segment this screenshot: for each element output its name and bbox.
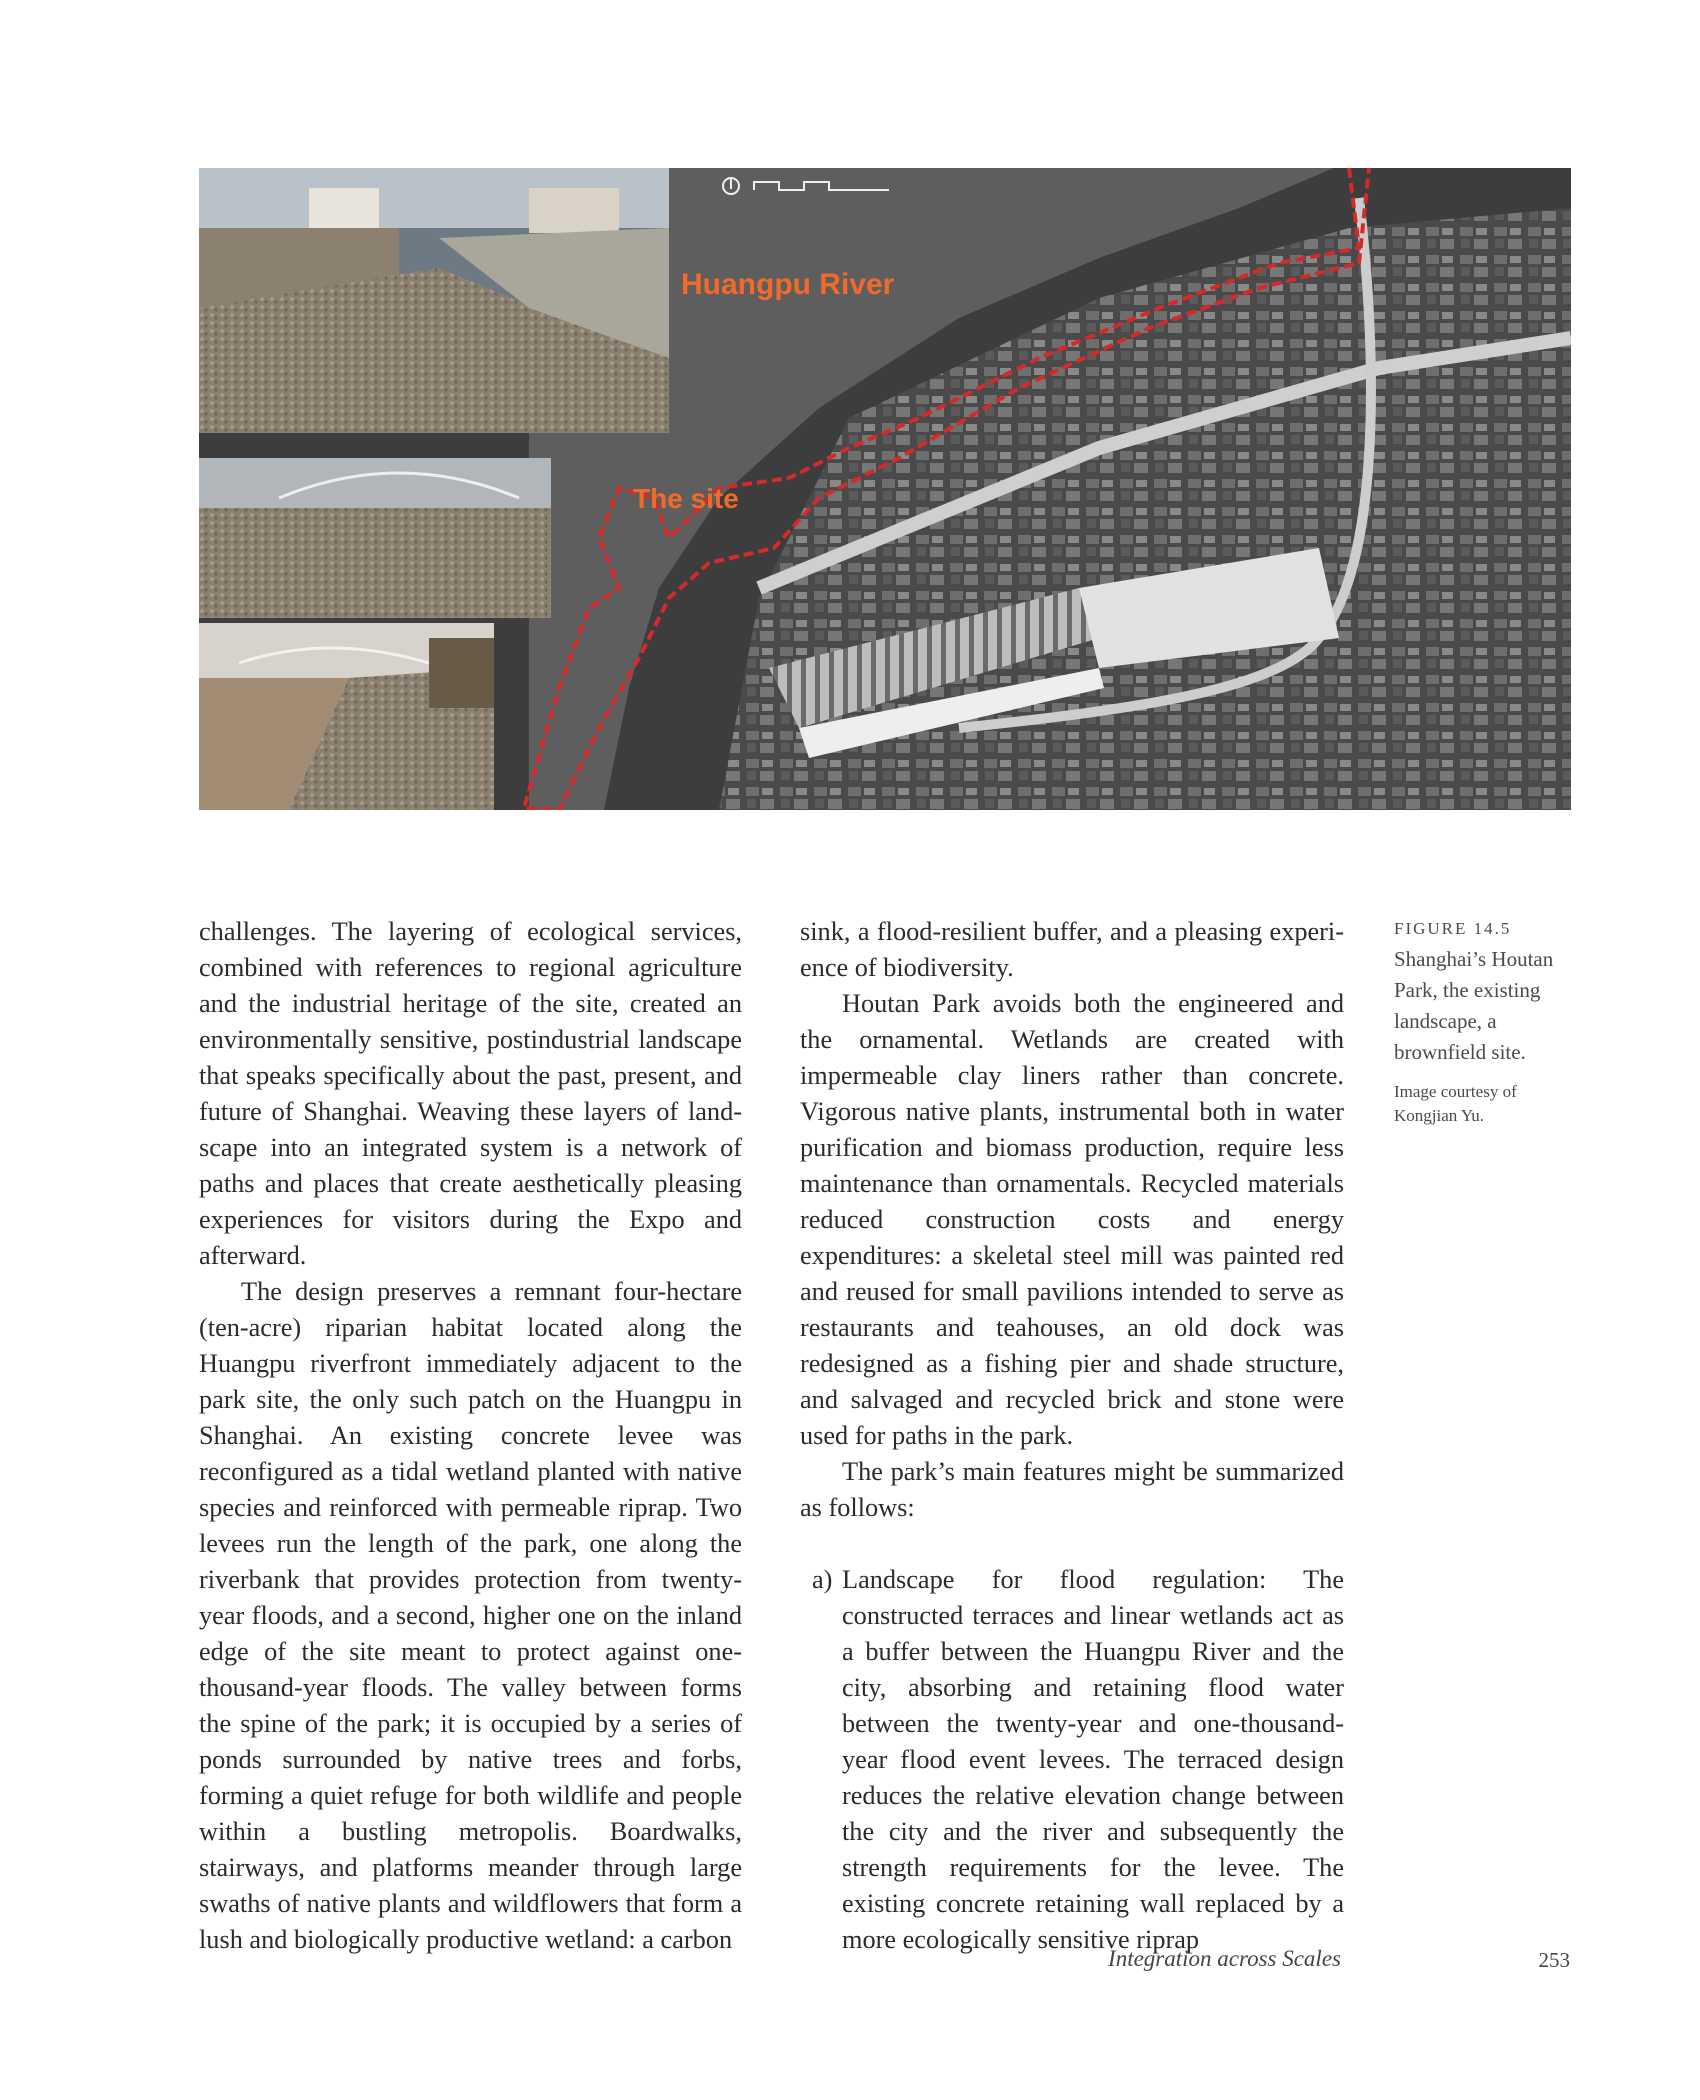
photo-riverbank-dump [199, 168, 669, 433]
text-column-left [199, 914, 742, 1958]
body-paragraph: sink, a flood-resilient buffer, and a pleasing experience of biodiversity. [800, 917, 1344, 982]
site-figure [199, 168, 1571, 810]
body-paragraph: Houtan Park avoids both the engineered and the ornamental. Wetlands are created with impermeable clay liners rather than concrete. Vigorous native plants, instrumental both in water purification and biomass production, require less maintenance than ornamentals. Recycled materials reduced construction costs and energy expenditures: a skeletal steel mill was painted red and reused for small pavilions intended to serve as restaurants and teahouses, an old dock was redesigned as a fishing pier and shade structure, and salvaged and recycled brick and stone were used for paths in the park. [800, 989, 1344, 1450]
label-huangpu-river: Huangpu River [681, 268, 895, 301]
photo-riprap-shore [199, 623, 494, 810]
body-paragraph: The park’s main features might be summarized as follows: [800, 1457, 1344, 1522]
text-column-middle [800, 914, 1344, 1958]
photo-rubble-field [199, 458, 551, 618]
figure-credit: Image courtesy of Kongjian Yu. [1394, 1082, 1517, 1125]
running-head: Integration across Scales [1108, 1946, 1341, 1971]
figure-caption-text: Shanghai’s Houtan Park, the existing landscape, a brownfield site. [1394, 947, 1554, 1064]
list-marker: a) [812, 1565, 833, 1594]
list-item-text: Landscape for flood regulation: The constructed terraces and linear wetlands act as a buffer between the Huangpu River and the city, absorbing and retaining flood water between the twenty-year and one-thousand-year flood event levees. The terraced design reduces the relative elevation change between the city and the river and subsequently the strength requirements for the levee. The existing concrete retaining wall replaced by a more ecologically sensitive riprap [842, 1565, 1344, 1954]
feature-list-item [800, 1562, 1344, 1958]
body-paragraph: challenges. The layering of ecological services, combined with references to regional agriculture and the industrial heritage of the site, created an environmentally sensitive, postindustrial landscape that speaks specifically about the past, present, and future of Shanghai. Weaving these layers of landscape into an integrated system is a network of paths and places that create aesthetically pleasing experiences for visitors during the Expo and afterward. [199, 917, 742, 1270]
label-the-site: The site [633, 483, 739, 514]
figure-label: FIGURE 14.5 [1394, 919, 1512, 938]
figure-caption [1394, 918, 1554, 1128]
page-number: 253 [1538, 1948, 1570, 1972]
body-paragraph: The design preserves a remnant four-hectare (ten-acre) riparian habitat located along the Huangpu riverfront immediately adjacent to the park site, the only such patch on the Huangpu in Shanghai. An existing concrete levee was reconfigured as a tidal wetland planted with native species and reinforced with permeable riprap. Two levees run the length of the park, one along the riverbank that provides protection from twenty-year floods, and a second, higher one on the inland edge of the site meant to protect against one-thousand-year floods. The valley between forms the spine of the park; it is occupied by a series of ponds surrounded by native trees and forbs, forming a quiet refuge for both wildlife and people within a bustling metropolis. Boardwalks, stairways, and platforms meander through large swaths of native plants and wildflowers that form a lush and biologically productive wetland: a carbon [199, 1277, 742, 1954]
